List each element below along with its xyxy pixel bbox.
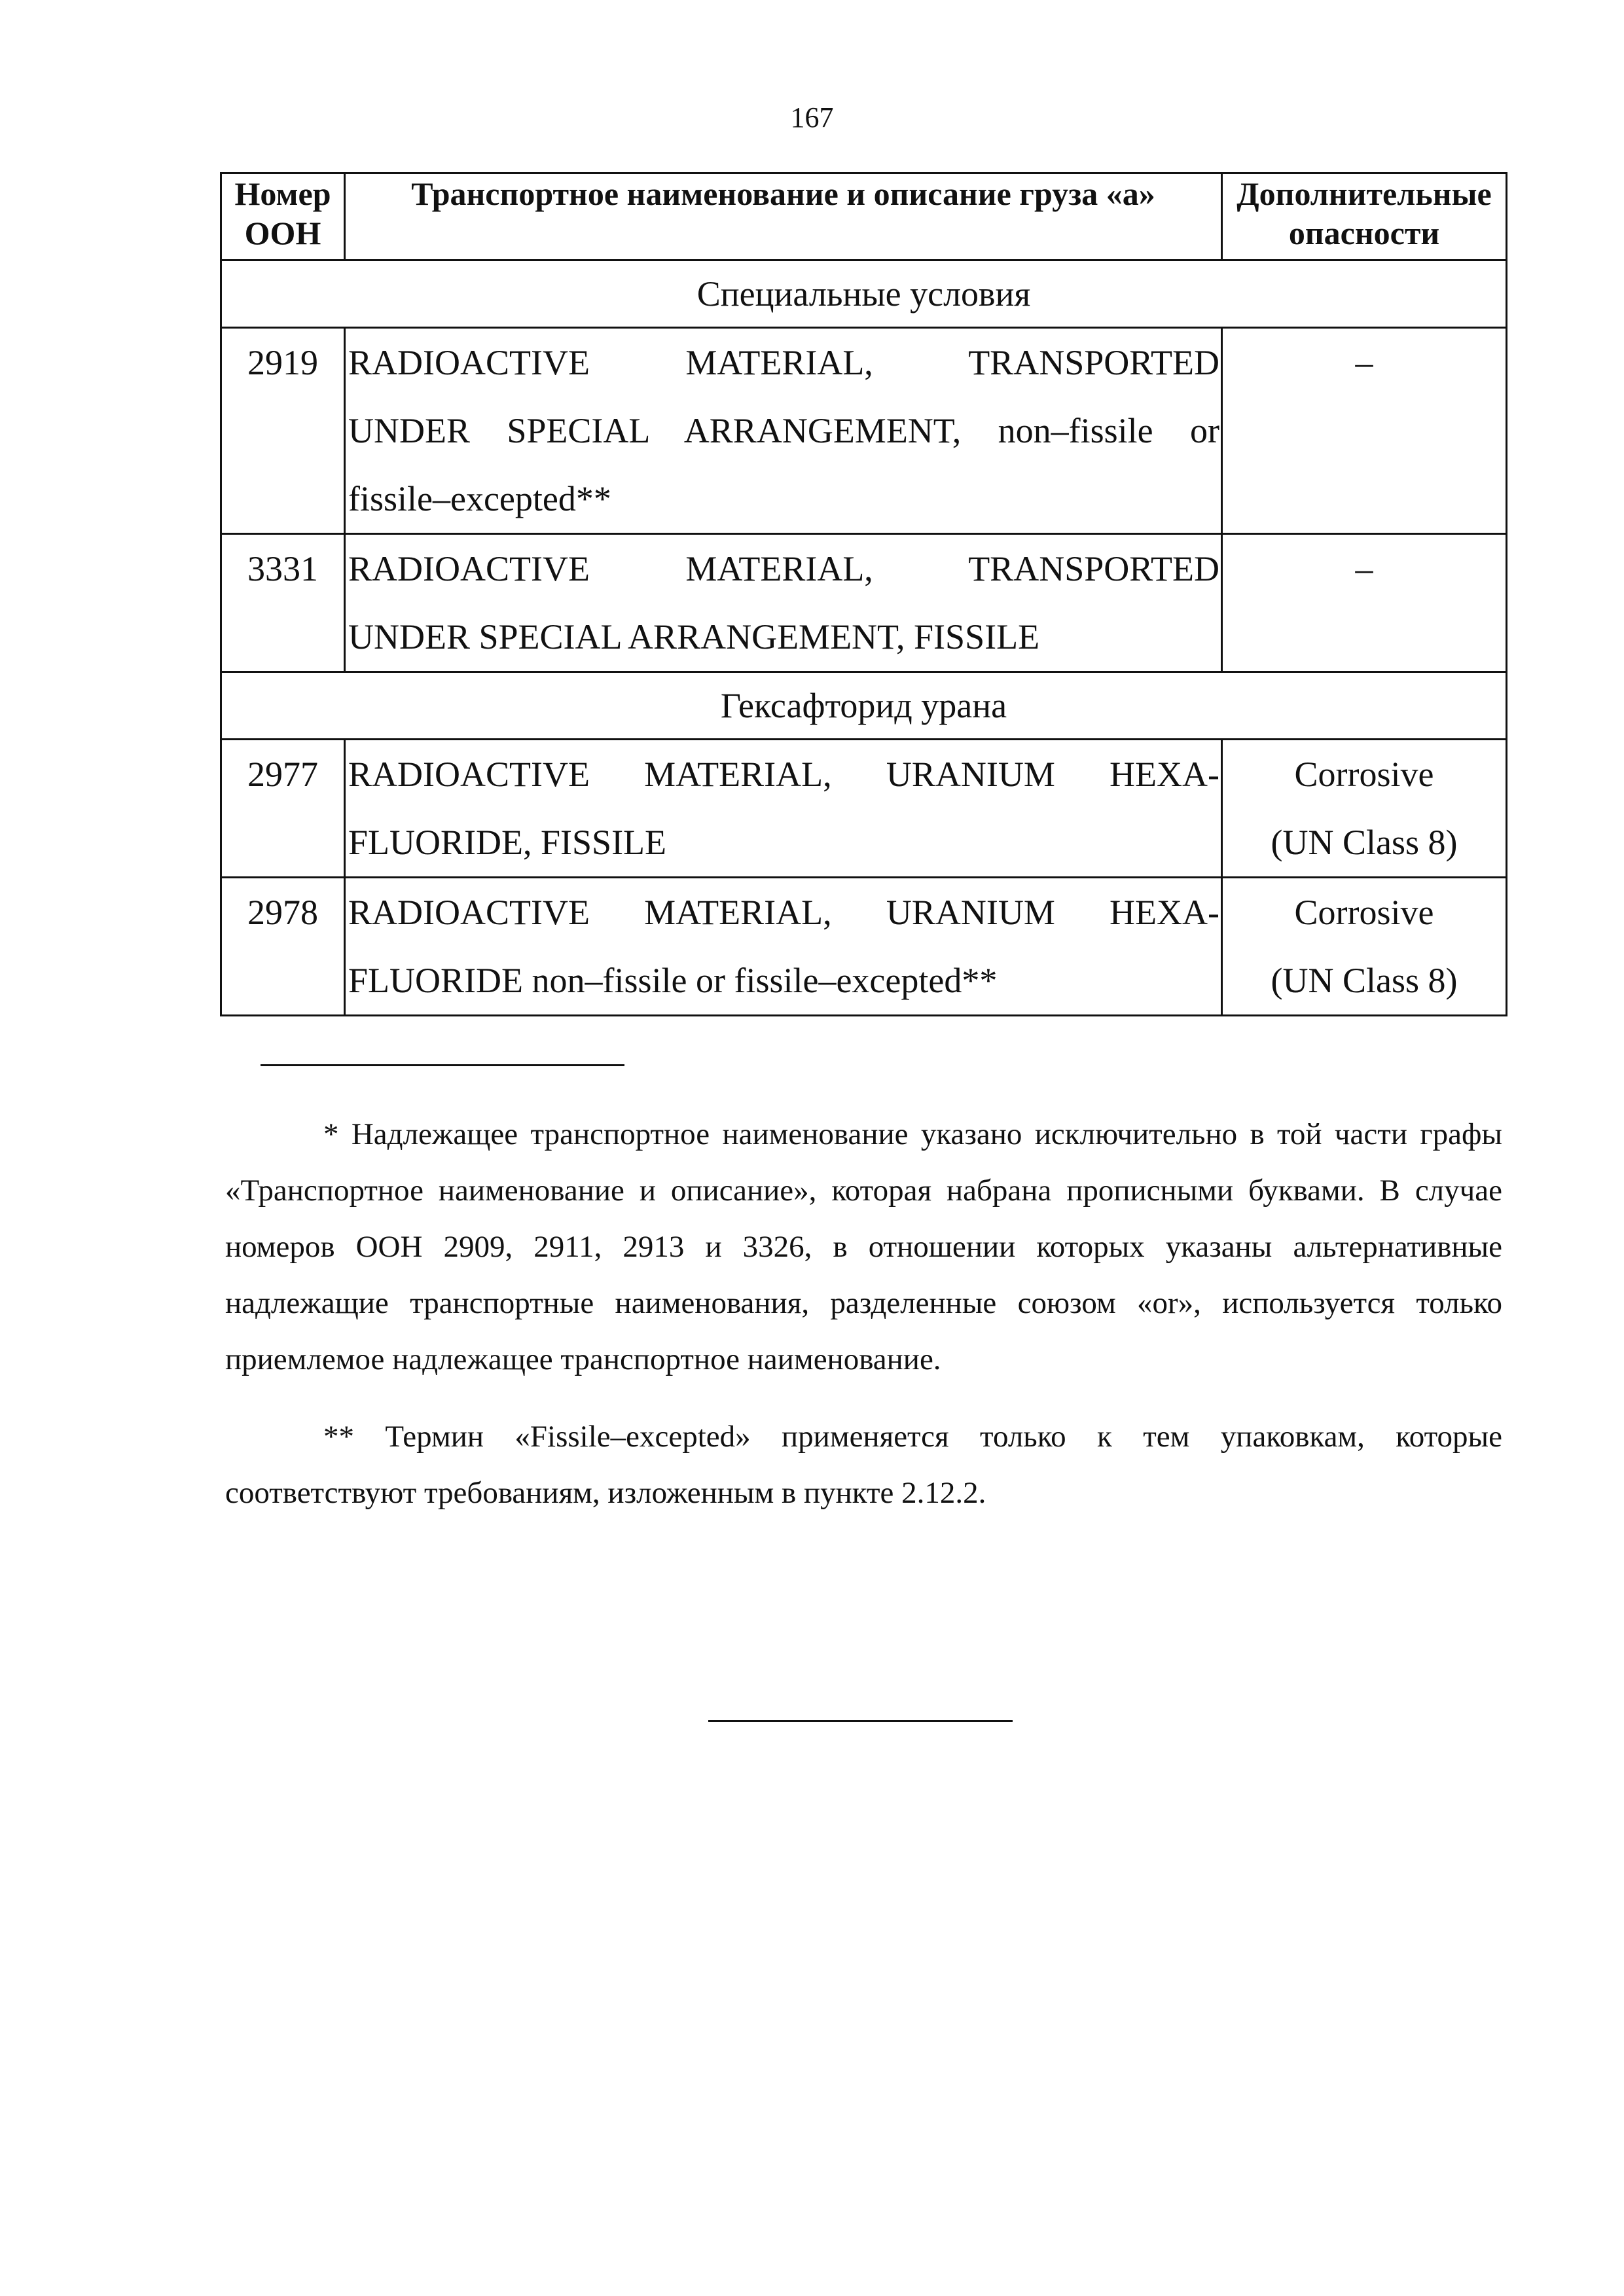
hazard-cell: [1222, 878, 1507, 1016]
description-line: fissile–excepted**: [348, 479, 611, 518]
description-line: UNDER SPECIAL ARRANGEMENT, FISSILE: [348, 617, 1040, 656]
hazard-line: (UN Class 8): [1271, 961, 1458, 1000]
header-hazards: Дополнительные опасности: [1222, 173, 1507, 260]
hazard-cell: [1222, 740, 1507, 878]
description-line: UNDER SPECIAL ARRANGEMENT, non–fissile or: [348, 411, 1219, 450]
description-cell: [345, 878, 1222, 1016]
hazard-line: Corrosive: [1294, 755, 1434, 794]
header-description: Транспортное наименование и описание груза «a»: [345, 173, 1222, 260]
un-number-cell: 2919: [221, 328, 345, 534]
un-number-cell: 2978: [221, 878, 345, 1016]
hazard-line: Corrosive: [1294, 893, 1434, 932]
hazard-line: (UN Class 8): [1271, 823, 1458, 862]
section-title: Специальные условия: [221, 260, 1507, 328]
footnote-separator: [261, 1064, 624, 1066]
table-row: [221, 534, 1507, 672]
end-separator: [708, 1720, 1013, 1722]
section-title: Гексафторид урана: [221, 672, 1507, 740]
description-line: FLUORIDE non–fissile or fissile–excepted**: [348, 961, 998, 1000]
dangerous-goods-table: [220, 172, 1507, 1016]
table-row: [221, 740, 1507, 878]
table-row: [221, 328, 1507, 534]
description-cell: [345, 534, 1222, 672]
header-un-number: Номер ООН: [221, 173, 345, 260]
table-row: [221, 878, 1507, 1016]
section-row: [221, 672, 1507, 740]
page-number: 167: [790, 101, 834, 134]
footnote-2: ** Термин «Fissile–excepted» применяется только к тем упаковкам, которые соответствуют требованиям, изложенным в пункте 2.12.2.: [225, 1420, 1502, 1510]
hazard-line: –: [1355, 343, 1373, 382]
footnote-1: * Надлежащее транспортное наименование указано исключительно в той части графы «Транспортное наименование и описание», которая набрана прописными буквами. В случае номеров ООН 2909, 2911, 2913 и 3326, в отношении которых указаны альтернативные надлежащие транспортные наименования, разделенные союзом «or», используется только приемлемое надлежащее транспортное наименование.: [225, 1117, 1502, 1376]
description-line: RADIOACTIVE MATERIAL, TRANSPORTED: [348, 343, 1219, 382]
description-cell: [345, 328, 1222, 534]
un-number-cell: 3331: [221, 534, 345, 672]
hazard-line: –: [1355, 549, 1373, 588]
hazard-cell: [1222, 328, 1507, 534]
description-cell: [345, 740, 1222, 878]
table-header-row: [221, 173, 1507, 260]
description-line: RADIOACTIVE MATERIAL, URANIUM HEXA-: [348, 893, 1219, 932]
hazard-cell: [1222, 534, 1507, 672]
un-number-cell: 2977: [221, 740, 345, 878]
description-line: RADIOACTIVE MATERIAL, URANIUM HEXA-: [348, 755, 1219, 794]
section-row: [221, 260, 1507, 328]
description-line: RADIOACTIVE MATERIAL, TRANSPORTED: [348, 549, 1219, 588]
description-line: FLUORIDE, FISSILE: [348, 823, 667, 862]
